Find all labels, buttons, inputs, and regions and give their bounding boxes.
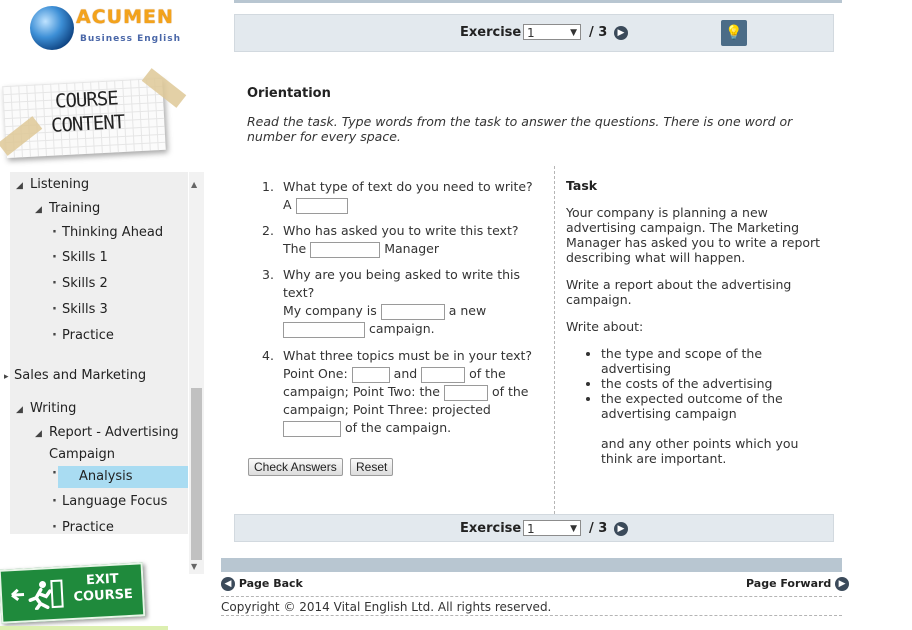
course-content-title [31, 85, 143, 139]
scroll-up-icon[interactable]: ▲ [191, 180, 198, 189]
tree-item-skills-1[interactable] [52, 250, 108, 265]
answer-input-3b[interactable] [283, 322, 365, 338]
next-exercise-icon[interactable]: ▶ [614, 522, 628, 536]
answer-input-1[interactable] [296, 198, 348, 214]
tree-label: Skills 1 [62, 250, 108, 265]
tree-item-sales-marketing[interactable] [4, 368, 146, 383]
course-tree [4, 172, 188, 554]
forward-arrow-icon: ▶ [835, 577, 849, 591]
exercise-select[interactable] [523, 24, 581, 40]
expanded-arrow-icon: ◢ [16, 405, 23, 415]
tree-item-thinking-ahead[interactable] [52, 225, 163, 240]
tree-section-divider [10, 534, 198, 558]
answer-line [283, 240, 519, 258]
exercise-select[interactable] [523, 520, 581, 536]
orientation-instructions: Read the task. Type words from the task to answer the questions. There is one word or number for every space. [247, 114, 793, 144]
task-panel [566, 178, 828, 466]
tree-label: Report - Advertising [49, 425, 179, 440]
answer-input-4d[interactable] [283, 421, 341, 437]
tree-label-selected: Analysis [58, 466, 188, 488]
answer-line [283, 196, 533, 214]
answer-of-the: of the [469, 366, 506, 381]
tree-item-skills-3[interactable] [52, 302, 108, 317]
lightbulb-tip-icon[interactable]: 💡 [721, 20, 747, 46]
exercise-bar-top [234, 14, 834, 52]
expanded-arrow-icon: ◢ [16, 181, 23, 191]
expanded-arrow-icon: ◢ [35, 429, 42, 439]
tree-item-analysis[interactable] [52, 466, 188, 488]
bullet-icon: · [52, 520, 57, 535]
question-text: Who has asked you to write this text? [283, 223, 519, 238]
answer-line [283, 383, 553, 401]
answer-input-2[interactable] [310, 242, 380, 258]
task-paragraph-1: Your company is planning a new advertising campaign. The Marketing Manager has asked you to write a report describing what will happen. [566, 205, 821, 265]
exercise-label: Exercise [460, 25, 522, 40]
question-1 [262, 178, 542, 216]
answer-and: and [393, 366, 418, 381]
orientation-title: Orientation [247, 86, 331, 101]
question-body [283, 178, 533, 214]
answer-suffix: Manager [384, 241, 440, 256]
exit-course-button[interactable] [0, 562, 145, 623]
footer-divider-bottom [221, 615, 842, 616]
tree-item-training[interactable] [35, 201, 100, 216]
answer-suffix: of the campaign. [344, 420, 452, 435]
question-body [283, 266, 520, 338]
answer-input-4c[interactable] [444, 385, 488, 401]
tree-item-listening[interactable] [16, 177, 89, 192]
column-divider [554, 166, 555, 514]
exit-text: EXIT [85, 571, 120, 589]
bullet-icon: · [52, 466, 57, 481]
answer-input-4a[interactable] [352, 367, 390, 383]
logo-brand: ACUMEN [76, 6, 174, 28]
answer-prefix: My company is [283, 303, 377, 318]
bullet-icon: · [52, 494, 57, 509]
tree-label: Thinking Ahead [62, 225, 164, 240]
scroll-thumb[interactable] [191, 388, 202, 560]
tree-label: Campaign [49, 447, 116, 462]
back-arrow-icon: ◀ [221, 577, 235, 591]
check-answers-button[interactable]: Check Answers [248, 458, 343, 476]
question-text-cont: text? [283, 285, 315, 300]
tree-label: Language Focus [62, 494, 168, 509]
tree-label: Writing [30, 401, 77, 416]
page-forward-link[interactable] [746, 577, 849, 591]
page-forward-label: Page Forward [746, 577, 832, 590]
exit-running-man-icon [9, 578, 64, 611]
question-body [283, 347, 553, 437]
task-bullet-list [566, 346, 828, 421]
globe-icon [30, 6, 74, 50]
bullet-icon: · [52, 250, 57, 265]
tree-label: Sales and Marketing [14, 368, 147, 383]
footer-divider-top [221, 596, 842, 597]
task-bullet: • the expected outcome of the advertising campaign [601, 391, 828, 421]
bullet-icon: · [52, 276, 57, 291]
tree-label: Practice [62, 520, 114, 535]
tree-label: Training [49, 201, 101, 216]
question-2 [262, 222, 542, 260]
exercise-total: / 3 [589, 521, 608, 536]
question-3 [262, 266, 542, 342]
tree-item-skills-2[interactable] [52, 276, 108, 291]
bullet-icon: · [52, 328, 57, 343]
bullet-icon: · [52, 225, 57, 240]
reset-button[interactable]: Reset [350, 458, 393, 476]
course-text: COURSE [73, 586, 134, 605]
answer-prefix: Point One: [283, 366, 348, 381]
question-4 [262, 347, 552, 443]
task-heading: Task [566, 178, 598, 193]
tree-item-practice[interactable] [52, 328, 114, 343]
acumen-logo [24, 2, 184, 56]
answer-input-4b[interactable] [421, 367, 465, 383]
scroll-down-icon[interactable]: ▼ [191, 562, 198, 571]
chevron-down-icon: ▼ [570, 524, 577, 534]
answer-text: campaign; Point Two: the [283, 384, 440, 399]
next-exercise-icon[interactable]: ▶ [614, 26, 628, 40]
answer-line [283, 419, 553, 437]
page-back-link[interactable] [221, 577, 303, 591]
tree-item-report-line2[interactable] [49, 447, 115, 462]
answer-line [283, 302, 520, 320]
tree-item-writing[interactable] [16, 401, 76, 416]
copyright-text: Copyright © 2014 Vital English Ltd. All rights reserved. [221, 600, 552, 614]
page-back-label: Page Back [238, 577, 303, 590]
tree-item-language-focus[interactable] [52, 494, 167, 509]
task-bullet: • the costs of the advertising [601, 376, 828, 391]
exercise-total: / 3 [589, 25, 608, 40]
course-content-note [2, 72, 184, 156]
exercise-select-value: 1 [527, 26, 535, 40]
answer-mid: a new [448, 303, 487, 318]
question-number: 4. [262, 348, 274, 363]
expanded-arrow-icon: ◢ [35, 205, 42, 215]
answer-text: campaign; Point Three: projected [283, 402, 491, 417]
question-text: What three topics must be in your text? [283, 348, 533, 363]
question-number: 2. [262, 223, 274, 238]
answer-of-the: of the [491, 384, 529, 399]
task-bullet: • the type and scope of the advertising [601, 346, 828, 376]
bullet-icon: · [52, 302, 57, 317]
nav-band [221, 558, 842, 572]
answer-prefix: The [283, 241, 307, 256]
collapsed-arrow-icon: ▸ [4, 372, 9, 382]
task-paragraph-2: Write a report about the advertising campaign. [566, 277, 792, 307]
exercise-label: Exercise [460, 521, 522, 536]
question-number: 3. [262, 267, 274, 282]
tree-scrollbar[interactable] [189, 172, 204, 574]
tree-label: Skills 3 [62, 302, 108, 317]
chevron-down-icon: ▼ [570, 28, 577, 38]
footer-strip [0, 626, 168, 630]
top-band [234, 0, 842, 3]
question-text: What type of text do you need to write? [283, 179, 533, 194]
course-line: COURSE [54, 87, 119, 113]
tree-item-report[interactable] [35, 425, 179, 440]
exercise-select-value: 1 [527, 522, 535, 536]
answer-suffix: campaign. [368, 321, 435, 336]
logo-subtitle: Business English [80, 34, 181, 44]
task-extra: and any other points which you think are important. [601, 436, 799, 466]
question-body [283, 222, 519, 258]
answer-line [283, 320, 520, 338]
question-number: 1. [262, 179, 274, 194]
question-text: Why are you being asked to write this [283, 267, 521, 282]
exit-course-label [67, 571, 139, 607]
tree-label: Practice [62, 328, 114, 343]
task-paragraph-3: Write about: [566, 319, 644, 334]
tree-item-practice-2[interactable] [52, 520, 114, 535]
content-line: CONTENT [50, 111, 125, 137]
tree-label: Skills 2 [62, 276, 108, 291]
answer-line [283, 365, 553, 383]
answer-prefix: A [283, 197, 292, 212]
exercise-bar-bottom [234, 514, 834, 542]
answer-input-3a[interactable] [381, 304, 445, 320]
tree-label: Listening [30, 177, 90, 192]
